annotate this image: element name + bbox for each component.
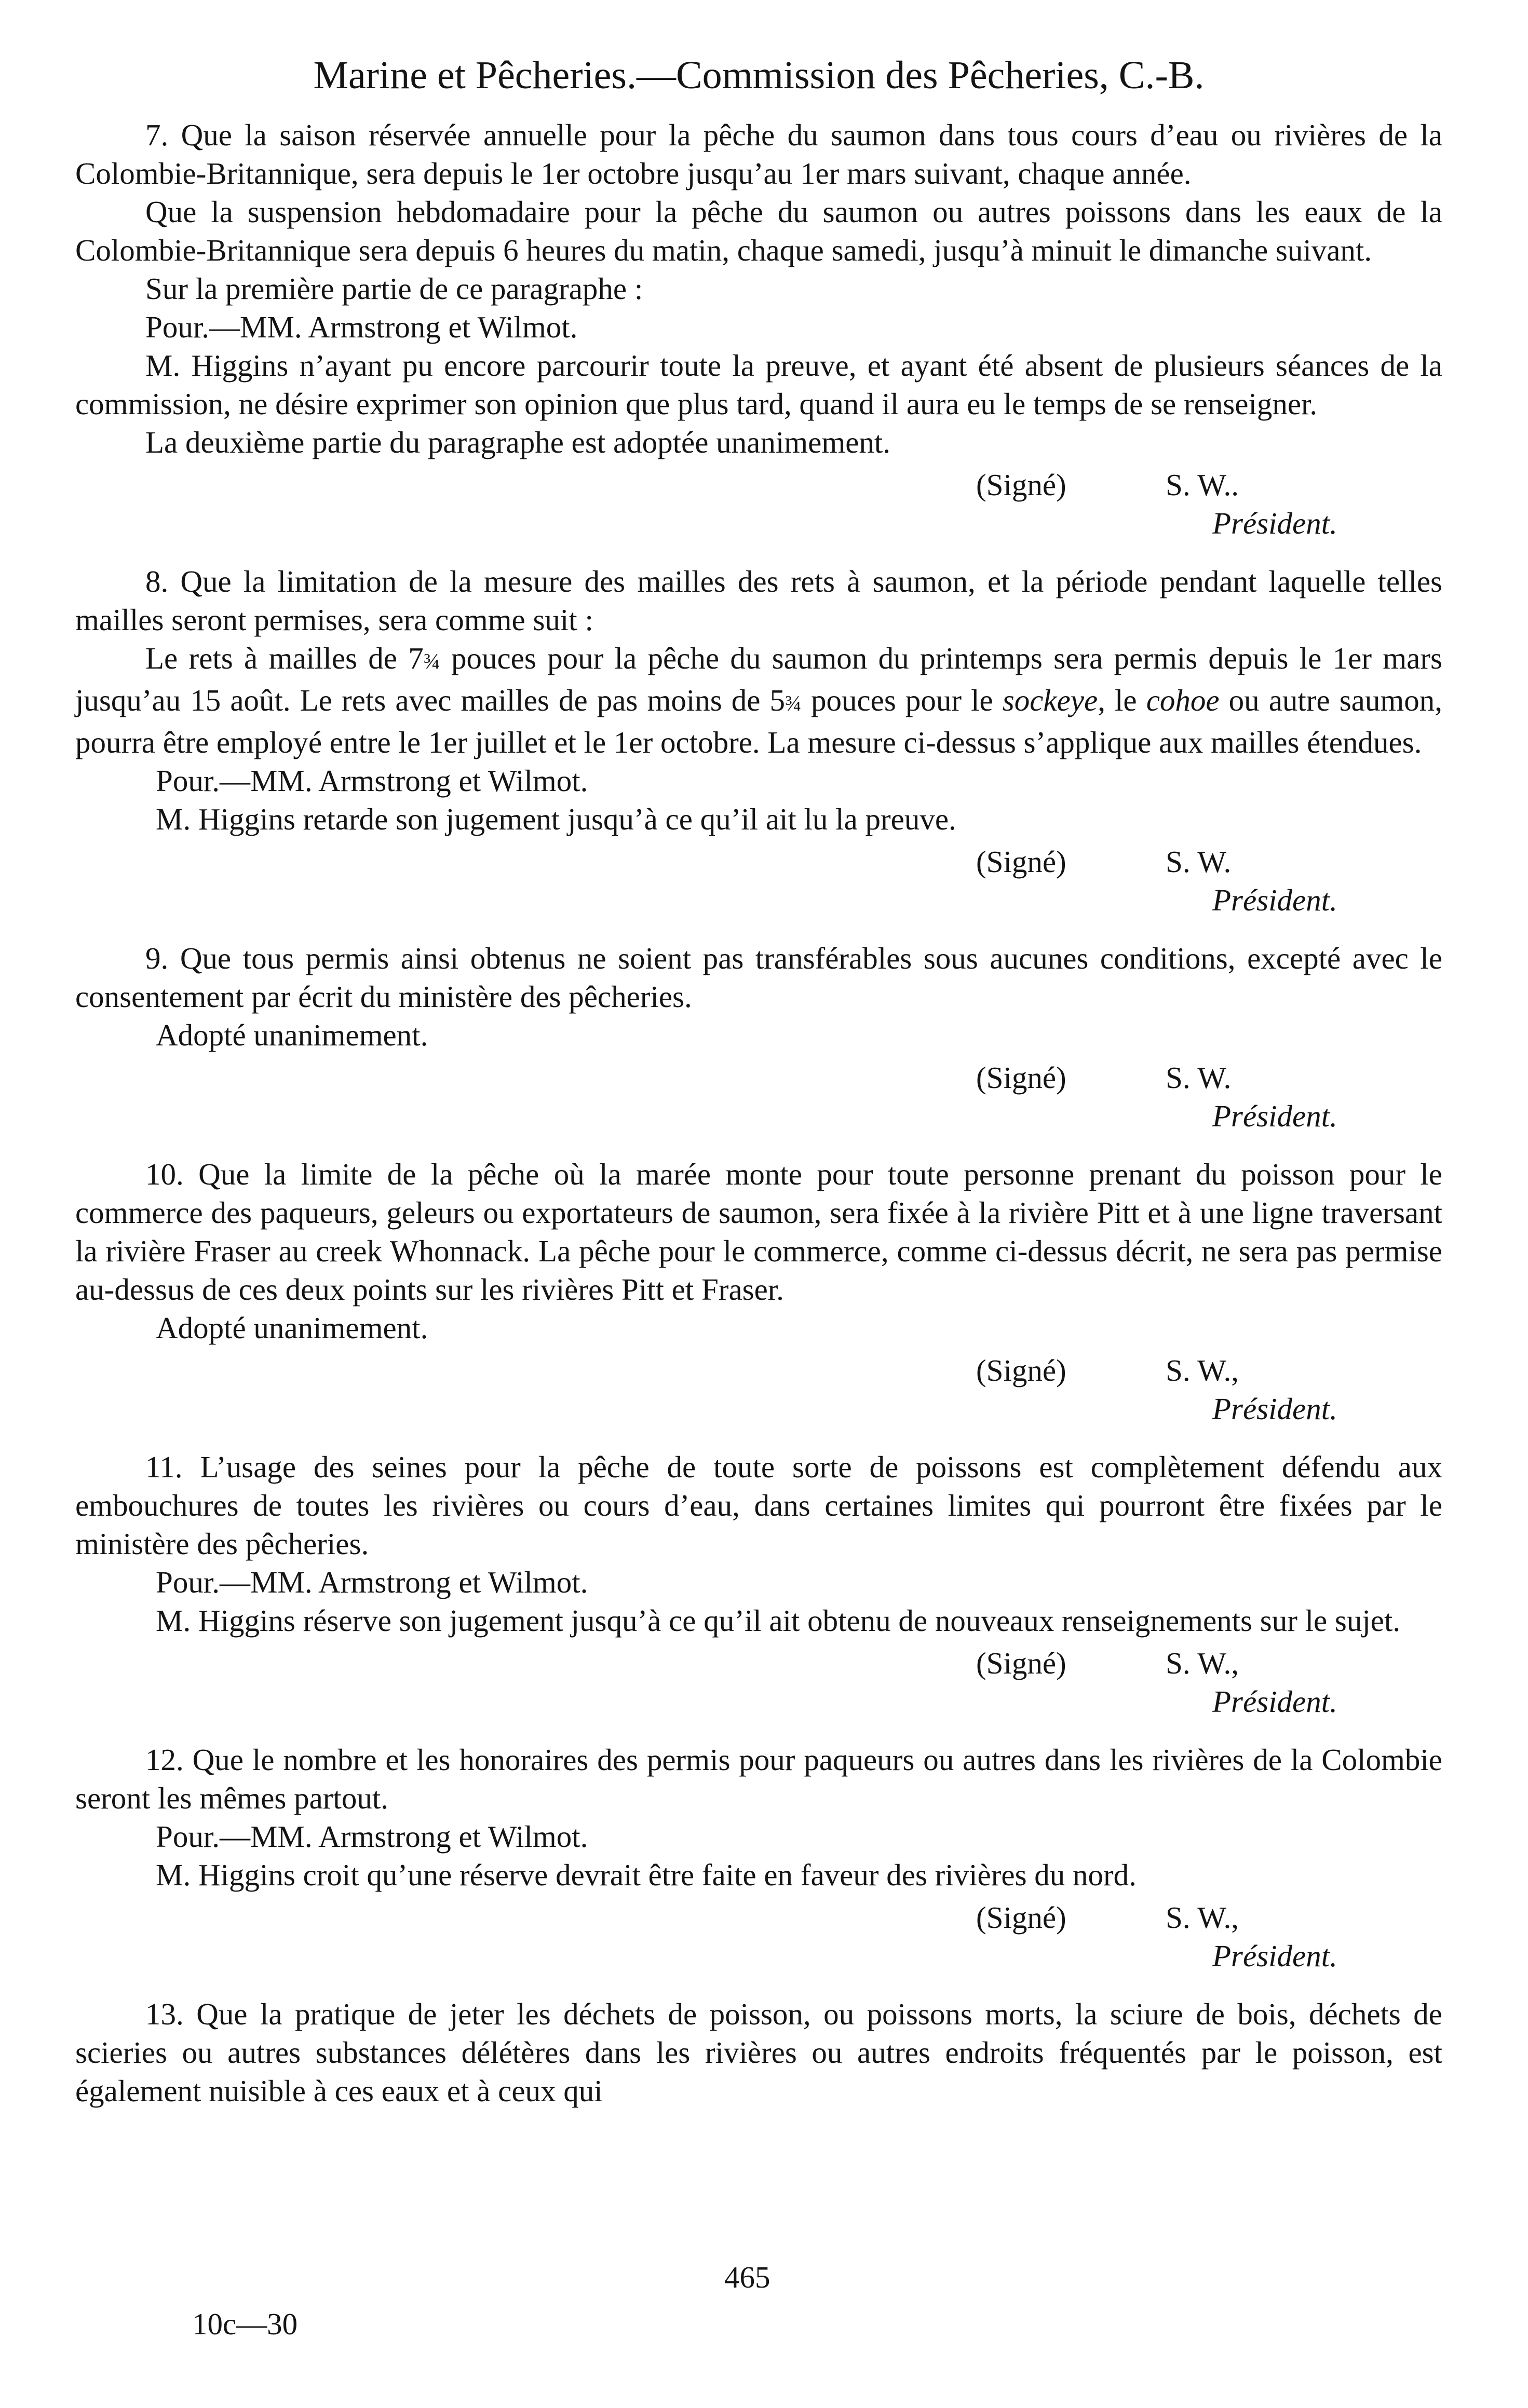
page-header: Marine et Pêcheries.—Commission des Pêcheries, C.-B. bbox=[313, 53, 1205, 97]
paragraph-8: 8. Que la limitation de la mesure des mailles des rets à saumon, et la période pendant laquelle telles mailles seront permises, sera comme suit : bbox=[75, 564, 1442, 637]
cohoe-term: cohoe bbox=[1146, 683, 1220, 717]
president-title: Président. bbox=[1212, 1099, 1337, 1133]
mesh-text-c: pouces pour le bbox=[801, 683, 1003, 717]
mesh-text-b: pouces pour la pêche du saumon du printemps sera permis depuis le 1er mars jusqu’au 15 août. Le rets avec mailles de pas moins de 5 bbox=[75, 641, 1442, 717]
president-title: Président. bbox=[1212, 506, 1337, 540]
vote-pour: Pour.—MM. Armstrong et Wilmot. bbox=[156, 764, 588, 798]
president-title: Président. bbox=[1212, 1939, 1337, 1973]
footnote-code: 10c—30 bbox=[192, 2307, 298, 2341]
signature-initials: S. W.. bbox=[1166, 468, 1239, 502]
vote-pour: Pour.—MM. Armstrong et Wilmot. bbox=[145, 310, 578, 344]
signature-initials: S. W., bbox=[1166, 1900, 1239, 1935]
vote-pour: Pour.—MM. Armstrong et Wilmot. bbox=[156, 1565, 588, 1599]
paragraph-7: 7. Que la saison réservée annuelle pour la pêche du saumon dans tous cours d’eau ou rivières de la Colombie-Britannique, sera depuis le 1er octobre jusqu’au 1er mars suivant, chaque année. bbox=[75, 118, 1442, 191]
adopted-note: Adopté unanimement. bbox=[156, 1018, 428, 1052]
signe-label: (Signé) bbox=[976, 1353, 1066, 1387]
higgins-note: M. Higgins n’ayant pu encore parcourir toute la preuve, et ayant été absent de plusieurs séances de la commission, ne désire exprimer son opinion que plus tard, quand il aura eu le temps de se renseigner. bbox=[75, 348, 1442, 421]
paragraph-12: 12. Que le nombre et les honoraires des permis pour paqueurs ou autres dans les rivières de la Colombie seront les mêmes partout. bbox=[75, 1743, 1442, 1815]
signature-block bbox=[75, 1644, 1442, 1721]
sockeye-term: sockeye bbox=[1002, 683, 1098, 717]
fraction-2: ¾ bbox=[785, 691, 802, 716]
fraction-1: ¾ bbox=[423, 649, 440, 674]
signe-label: (Signé) bbox=[976, 1646, 1066, 1680]
signature-initials: S. W., bbox=[1166, 1353, 1239, 1387]
signature-block bbox=[75, 1898, 1442, 1975]
paragraph-7-suspension: Que la suspension hebdomadaire pour la pêche du saumon ou autres poissons dans les eaux de la Colombie-Britannique sera depuis 6 heures du matin, chaque samedi, jusqu’à minuit le dimanche suivant. bbox=[75, 195, 1442, 267]
signature-initials: S. W., bbox=[1166, 1646, 1239, 1680]
paragraph-8-mesh bbox=[75, 639, 1442, 761]
signe-label: (Signé) bbox=[976, 468, 1066, 502]
paragraph-13: 13. Que la pratique de jeter les déchets de poisson, ou poissons morts, la sciure de bois, déchets de scieries ou autres substances délétères dans les rivières ou autres endroits fréquentés par le poisson, est également nuisible à ces eaux et à ceux qui bbox=[75, 1997, 1442, 2108]
mesh-text-d: , le bbox=[1098, 683, 1146, 717]
adopted-note: Adopté unanimement. bbox=[156, 1311, 428, 1345]
paragraph-9: 9. Que tous permis ainsi obtenus ne soient pas transférables sous aucunes conditions, excepté avec le consentement par écrit du ministère des pêcheries. bbox=[75, 941, 1442, 1014]
signe-label: (Signé) bbox=[976, 1060, 1066, 1095]
mesh-text-a: Le rets à mailles de 7 bbox=[145, 641, 424, 675]
mesh-text-e: ou autre saumon, pourra être employé entre le 1er juillet et le 1er octobre. La mesure ci-dessus s’applique aux mailles étendues. bbox=[75, 683, 1443, 759]
second-part-adopted: La deuxième partie du paragraphe est adoptée unanimement. bbox=[145, 425, 891, 459]
signature-initials: S. W. bbox=[1166, 845, 1232, 879]
paragraph-10: 10. Que la limite de la pêche où la marée monte pour toute personne prenant du poisson pour le commerce des paqueurs, geleurs ou exportateurs de saumon, sera fixée à la rivière Pitt et à une ligne traversant la rivière Fraser au creek Whonnack. La pêche pour le commerce, comme ci-dessus décrit, ne sera pas permise au-dessus de ces deux points sur les rivières Pitt et Fraser. bbox=[75, 1157, 1442, 1307]
signe-label: (Signé) bbox=[976, 1900, 1066, 1935]
higgins-note: M. Higgins croit qu’une réserve devrait être faite en faveur des rivières du nord. bbox=[156, 1858, 1137, 1892]
vote-pour: Pour.—MM. Armstrong et Wilmot. bbox=[156, 1819, 588, 1854]
page-number: 465 bbox=[724, 2260, 770, 2294]
higgins-note: M. Higgins réserve son jugement jusqu’à ce qu’il ait obtenu de nouveaux renseignements sur le sujet. bbox=[156, 1603, 1401, 1638]
paragraph-11: 11. L’usage des seines pour la pêche de toute sorte de poissons est complètement défendu aux embouchures de toutes les rivières ou cours d’eau, dans certaines limites qui pourront être fixées par le ministère des pêcheries. bbox=[75, 1450, 1442, 1561]
higgins-note: M. Higgins retarde son jugement jusqu’à ce qu’il ait lu la preuve. bbox=[156, 802, 956, 836]
signe-label: (Signé) bbox=[976, 845, 1066, 879]
vote-intro: Sur la première partie de ce paragraphe : bbox=[145, 271, 643, 306]
president-title: Président. bbox=[1212, 1684, 1337, 1719]
signature-block bbox=[75, 842, 1442, 919]
signature-block bbox=[75, 1058, 1442, 1135]
signature-block bbox=[75, 466, 1442, 542]
signature-initials: S. W. bbox=[1166, 1060, 1232, 1095]
president-title: Président. bbox=[1212, 883, 1337, 917]
president-title: Président. bbox=[1212, 1392, 1337, 1426]
signature-block bbox=[75, 1351, 1442, 1428]
